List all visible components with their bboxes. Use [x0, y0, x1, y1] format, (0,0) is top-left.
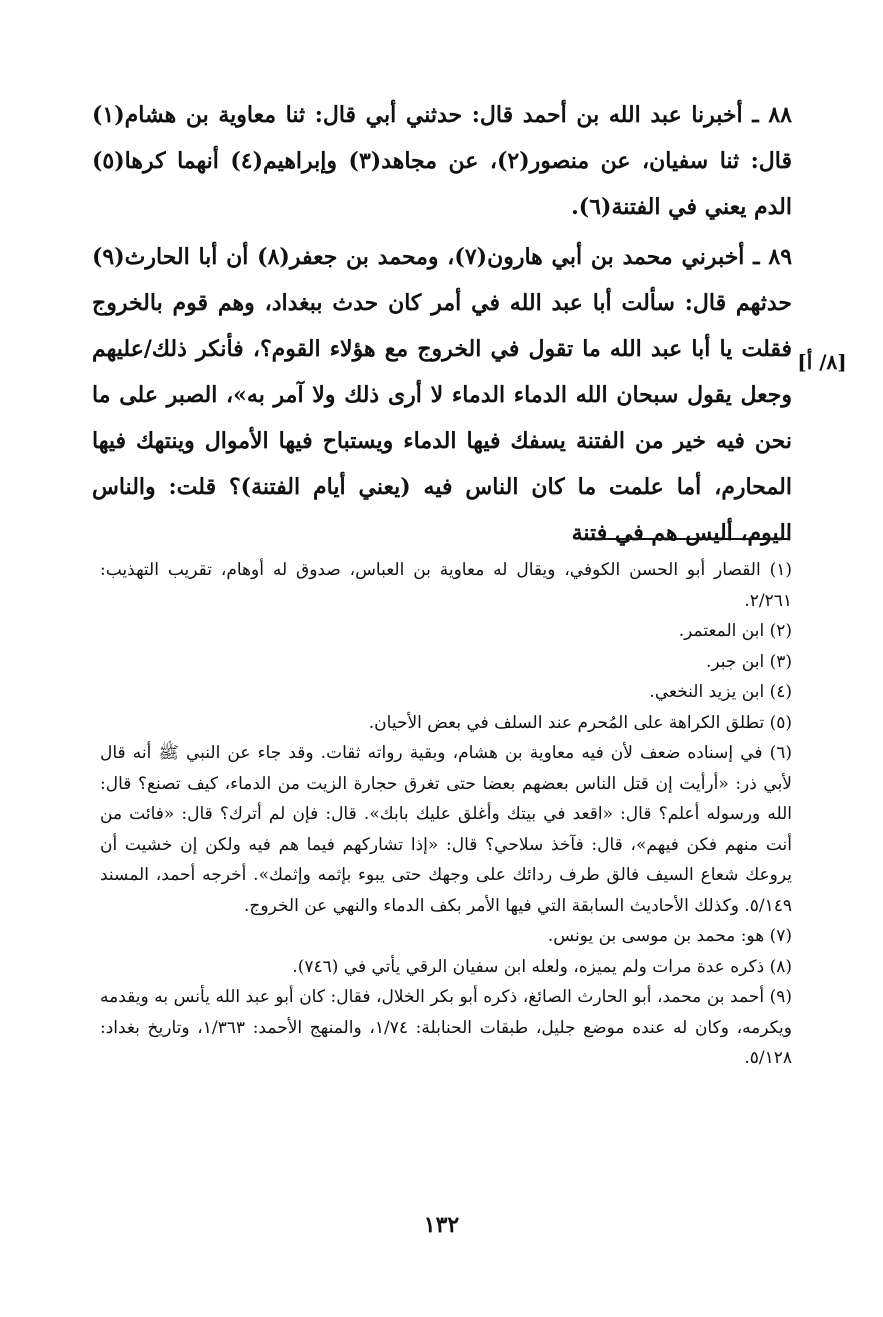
- footnotes: [100, 555, 792, 1074]
- footnote-2: (٢) ابن المعتمر.: [678, 621, 792, 641]
- footnote-3: (٣) ابن جبر.: [705, 651, 792, 672]
- footnote-5: (٥) تطلق الكراهة على المُحرم عند السلف في بعض الأحيان.: [368, 712, 792, 733]
- footnote-8: (٨) ذكره عدة مرات ولم يميزه، ولعله ابن سفيان الرقي يأتي في (٧٤٦).: [292, 956, 792, 977]
- page-number: ١٣٢: [423, 1212, 460, 1238]
- footnote-divider: [590, 538, 788, 540]
- footnote-9: (٩) أحمد بن محمد، أبو الحارث الصائغ، ذكره أبو بكر الخلال، فقال: كان أبو عبد الله يأنس به ويقدمه ويكرمه، وكان له عنده موضع جليل، طبقات الحنابلة: ١/٧٤، والمنهج الأحمد: ١/٣٦٣، وتاريخ بغداد: ٥/١٢٨.: [100, 987, 793, 1068]
- narration-88: ٨٨ ـ أخبرنا عبد الله بن أحمد قال: حدثني أبي قال: ثنا معاوية بن هشام(١) قال: ثنا سفيان، عن منصور(٢)، عن مجاهد(٣) وإبراهيم(٤) أنهما كرها(٥) الدم يعني في الفتنة(٦).: [92, 102, 792, 220]
- narration-89: ٨٩ ـ أخبرني محمد بن أبي هارون(٧)، ومحمد بن جعفر(٨) أن أبا الحارث(٩) حدثهم قال: سألت أبا عبد الله في أمر كان حدث ببغداد، وهم قوم بالخروج فقلت يا أبا عبد الله ما تقول في الخروج مع هؤلاء القوم؟، فأنكر ذلك/عليهم وجعل يقول سبحان الله الدماء الدماء لا أرى ذلك ولا آمر به»، الصبر على ما نحن فيه خير من الفتنة يسفك فيها الدماء ويستباح فيها الأموال وينتهك فيها المحارم، أما علمت ما كان الناس فيه (يعني أيام الفتنة)؟ قلت: والناس اليوم، أليس هم في فتنة: [92, 244, 793, 546]
- footnote-7: (٧) هو: محمد بن موسى بن يونس.: [547, 926, 792, 946]
- footnote-4: (٤) ابن يزيد النخعي.: [649, 682, 792, 702]
- footnote-1: (١) القصار أبو الحسن الكوفي، ويقال له معاوية بن العباس، صدوق له أوهام، تقريب التهذيب: ٢/٢٦١.: [100, 560, 792, 611]
- footnote-6: (٦) في إسناده ضعف لأن فيه معاوية بن هشام، وبقية رواته ثقات. وقد جاء عن النبي ﷺ أنه قال لأبي ذر: «أرأيت إن قتل الناس بعضهم بعضا حتى تغرق حجارة الزيت من الدماء، كيف تصنع؟ قال: الله ورسوله أعلم؟ قال: «اقعد في بيتك وأغلق عليك بابك». قال: فإن لم أترك؟ قال: «فائت من أنت منهم فكن فيهم»، قال: فآخذ سلاحي؟ قال: «إذا تشاركهم فيما هم فيه ولكن إن خشيت أن يروعك شعاع السيف فالق طرف ردائك على وجهك حتى يبوء بإثمه وإثمك». أخرجه أحمد، المسند ٥/١٤٩. وكذلك الأحاديث السابقة التي فيها الأمر بكف الدماء والنهي عن الخروج.: [100, 743, 792, 916]
- main-text: [92, 92, 792, 560]
- manuscript-folio-marker: [٨/ أ]: [797, 350, 847, 374]
